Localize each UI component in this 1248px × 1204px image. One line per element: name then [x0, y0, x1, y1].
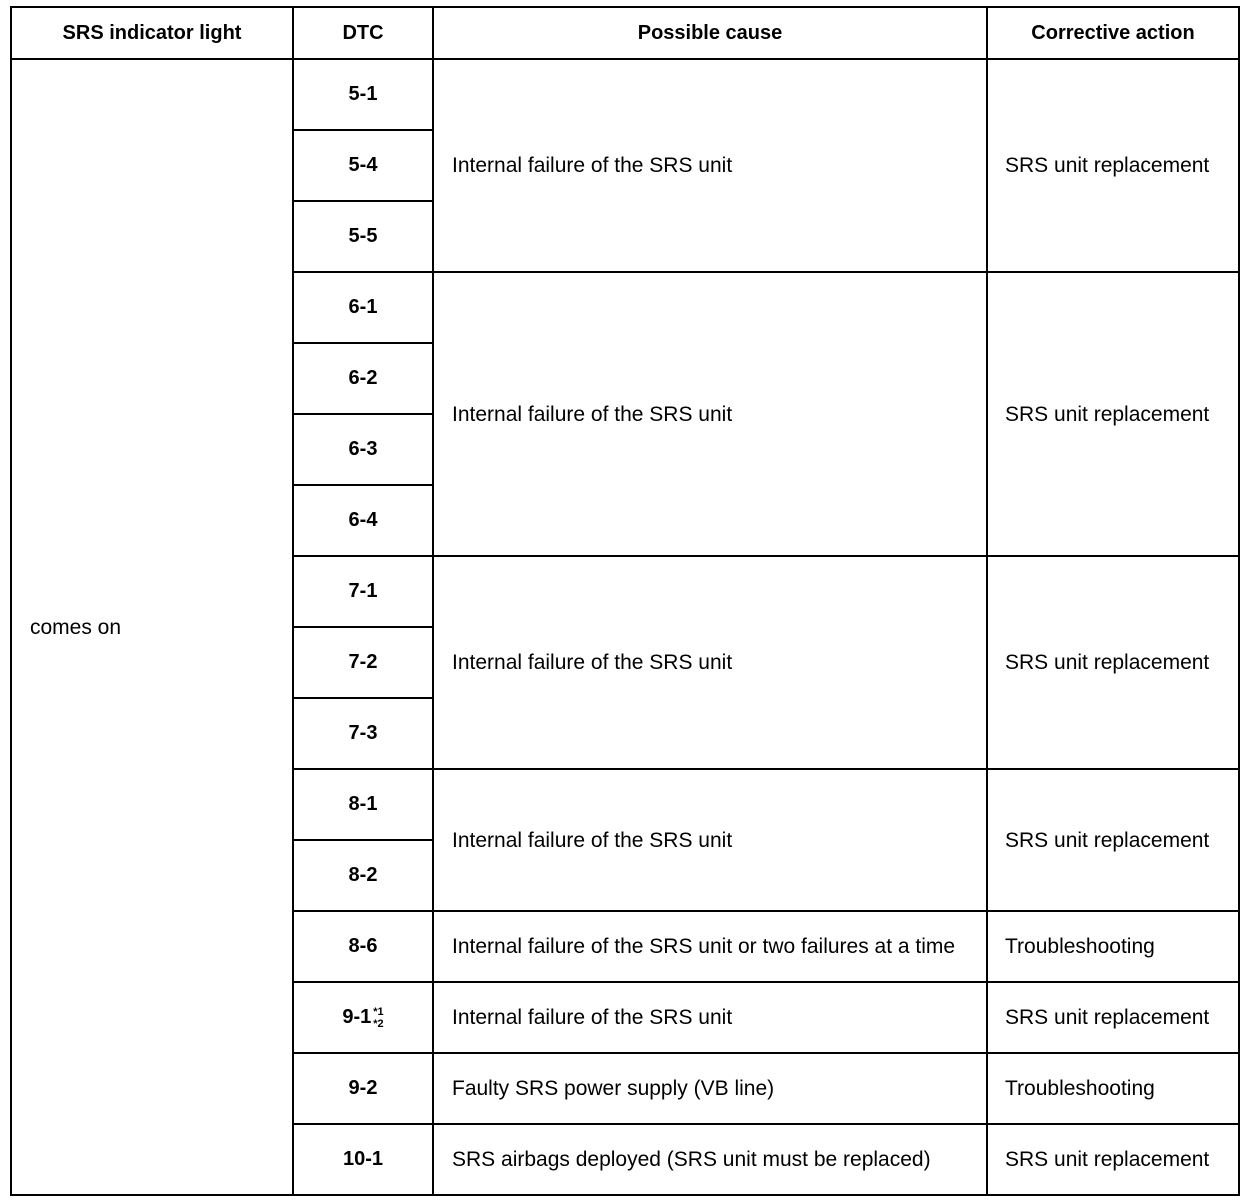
- dtc-cell: 6-4: [293, 485, 433, 556]
- dtc-cell: 7-3: [293, 698, 433, 769]
- cause-cell: Internal failure of the SRS unit or two failures at a time: [433, 911, 987, 982]
- dtc-cell: 8-2: [293, 840, 433, 911]
- dtc-cell: 6-1: [293, 272, 433, 343]
- footnote-markers: [373, 1006, 383, 1030]
- action-cell: SRS unit replacement: [987, 1124, 1239, 1195]
- cause-cell: Internal failure of the SRS unit: [433, 982, 987, 1053]
- cause-cell: Internal failure of the SRS unit: [433, 272, 987, 556]
- header-row: [11, 7, 1239, 59]
- dtc-cell: 8-6: [293, 911, 433, 982]
- action-cell: Troubleshooting: [987, 911, 1239, 982]
- action-cell: SRS unit replacement: [987, 556, 1239, 769]
- action-cell: SRS unit replacement: [987, 982, 1239, 1053]
- dtc-cell: 9-2: [293, 1053, 433, 1124]
- dtc-table: [10, 6, 1240, 1196]
- dtc-cell: 5-5: [293, 201, 433, 272]
- dtc-cell: 7-1: [293, 556, 433, 627]
- action-cell: SRS unit replacement: [987, 59, 1239, 272]
- header-dtc: DTC: [293, 7, 433, 59]
- dtc-cell: 8-1: [293, 769, 433, 840]
- dtc-cell: 5-1: [293, 59, 433, 130]
- cause-cell: SRS airbags deployed (SRS unit must be replaced): [433, 1124, 987, 1195]
- cause-cell: Internal failure of the SRS unit: [433, 556, 987, 769]
- dtc-cell: 6-2: [293, 343, 433, 414]
- dtc-code: 9-1: [342, 1006, 372, 1028]
- action-cell: Troubleshooting: [987, 1053, 1239, 1124]
- dtc-cell: 5-4: [293, 130, 433, 201]
- footnote-marker: *1: [373, 1006, 384, 1018]
- table-row: [11, 59, 1239, 130]
- indicator-cell: comes on: [11, 59, 293, 1195]
- dtc-cell: 6-3: [293, 414, 433, 485]
- cause-cell: Internal failure of the SRS unit: [433, 769, 987, 911]
- header-cause: Possible cause: [433, 7, 987, 59]
- action-cell: SRS unit replacement: [987, 769, 1239, 911]
- dtc-cell: [293, 982, 433, 1053]
- header-indicator: SRS indicator light: [11, 7, 293, 59]
- header-action: Corrective action: [987, 7, 1239, 59]
- dtc-cell: 7-2: [293, 627, 433, 698]
- action-cell: SRS unit replacement: [987, 272, 1239, 556]
- cause-cell: Internal failure of the SRS unit: [433, 59, 987, 272]
- cause-cell: Faulty SRS power supply (VB line): [433, 1053, 987, 1124]
- footnote-marker: *2: [373, 1018, 384, 1030]
- dtc-cell: 10-1: [293, 1124, 433, 1195]
